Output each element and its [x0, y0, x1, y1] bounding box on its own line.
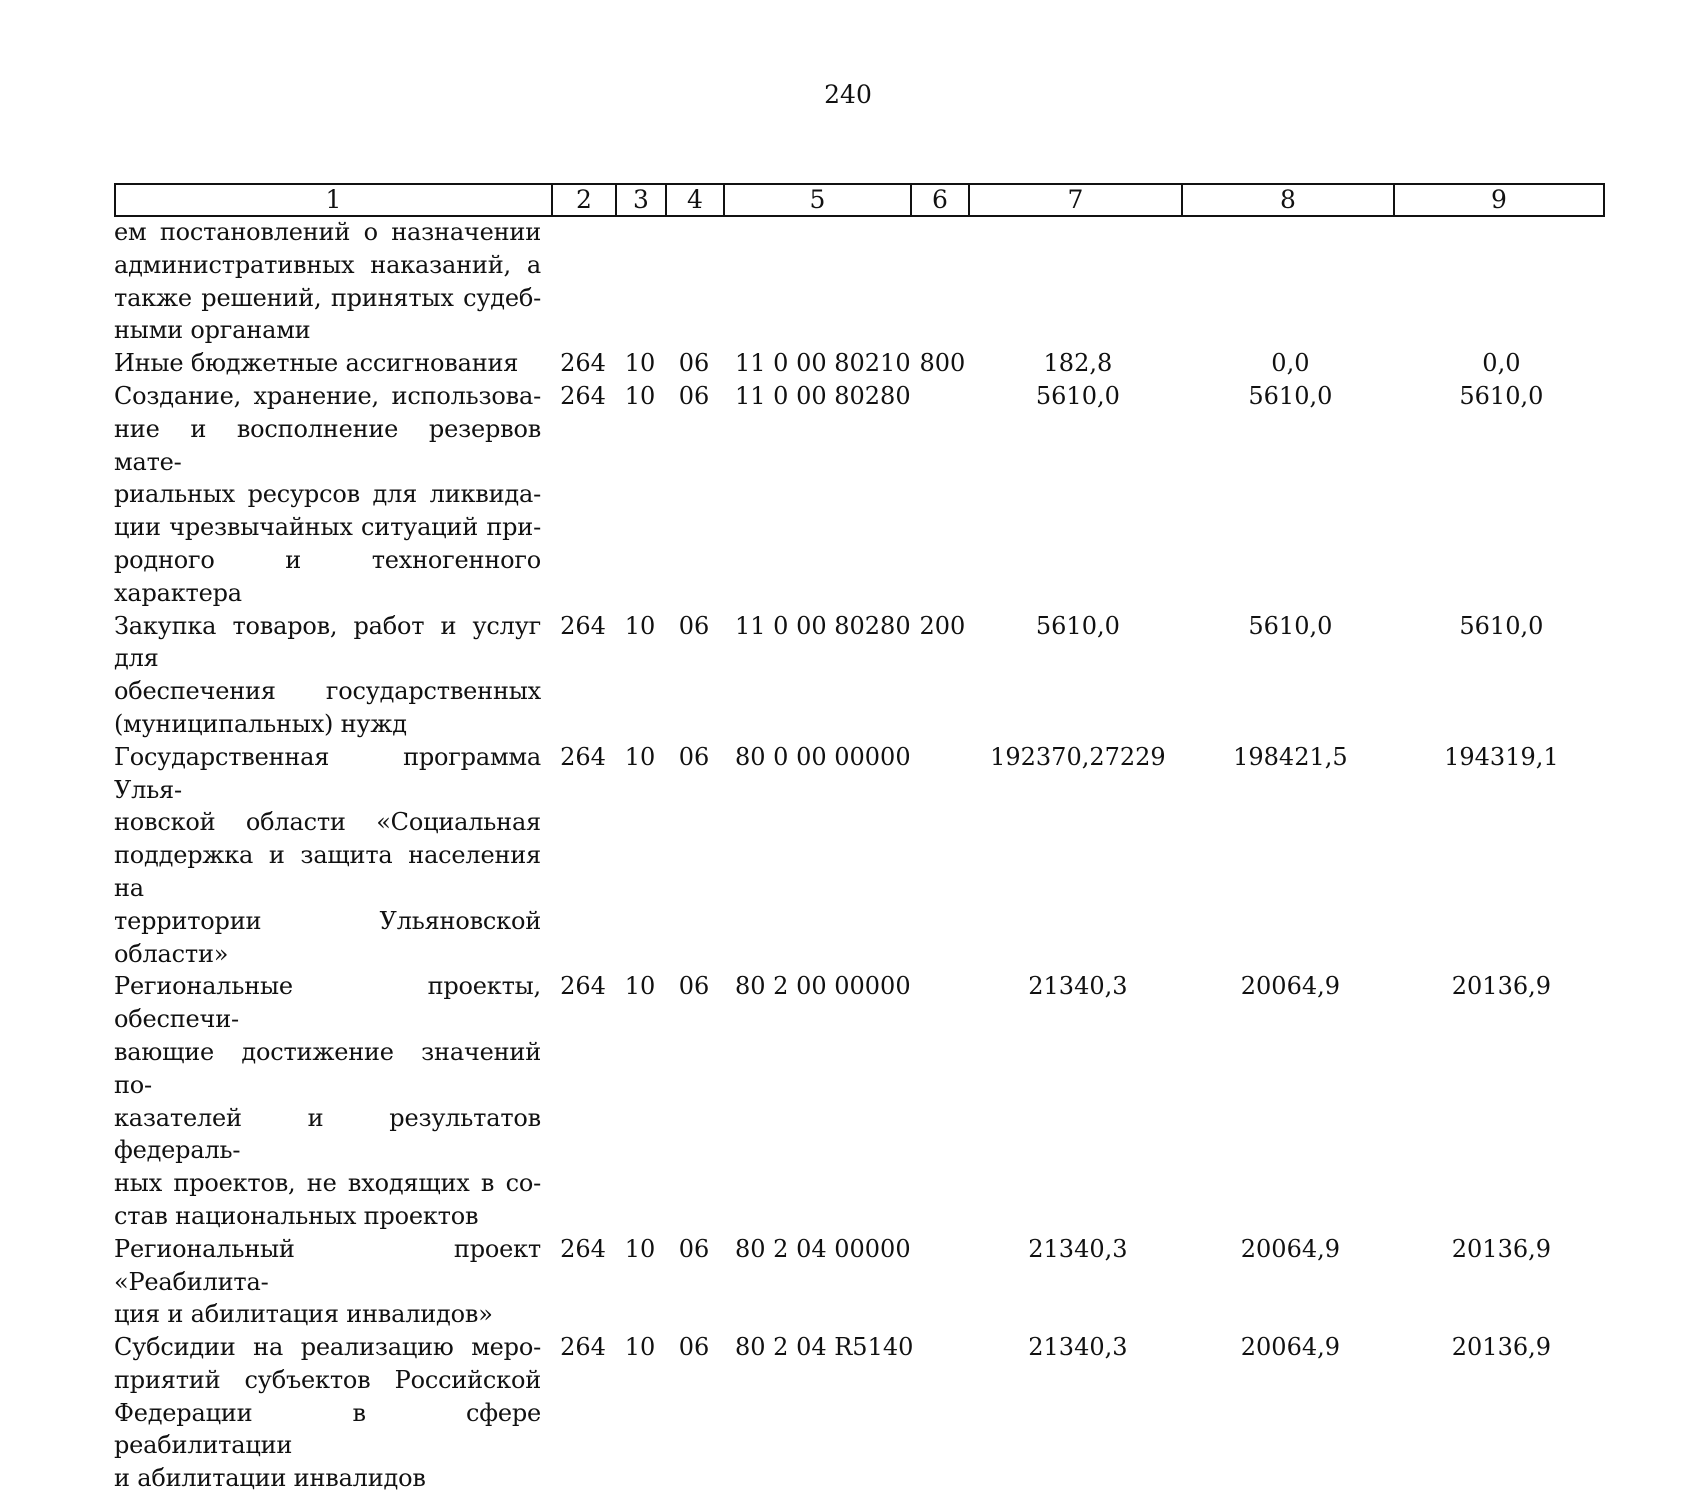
description-line: (муниципальных) нужд: [114, 709, 407, 738]
cell-section-code: 10: [624, 1234, 656, 1263]
cell-amount-year-2: 5610,0: [1248, 611, 1333, 640]
cell-subsection-code: 06: [678, 381, 710, 410]
cell-target-article: 11 0 00 80280: [735, 611, 911, 640]
cell-target-article: 80 2 00 00000: [735, 972, 911, 1001]
cell-expense-type: [913, 1331, 971, 1495]
description-line: казателей и результатов федераль-: [114, 1103, 541, 1165]
cell-section-code: 10: [624, 972, 656, 1001]
cell-expense-type: 800: [919, 349, 966, 378]
cell-amount-year-3: 0,0: [1482, 349, 1521, 378]
cell-ministry-code: 264: [560, 349, 606, 378]
cell-ministry-code: 264: [560, 381, 606, 410]
table-row: [114, 970, 1606, 1232]
cell-ministry-code: 264: [560, 972, 606, 1001]
cell-amount-year-3: [1396, 216, 1606, 347]
column-header: 3: [616, 184, 666, 216]
description-line: ция и абилитация инвалидов»: [114, 1300, 493, 1329]
cell-subsection-code: 06: [678, 1333, 710, 1362]
cell-amount-year-1: 5610,0: [1035, 611, 1120, 640]
cell-description: [114, 1331, 551, 1495]
description-line: приятий субъектов Российской: [114, 1365, 541, 1394]
description-line: ными органами: [114, 316, 311, 345]
cell-target-article: 11 0 00 80280: [735, 381, 911, 410]
cell-amount-year-2: 20064,9: [1240, 1234, 1341, 1263]
column-header: 1: [115, 184, 552, 216]
cell-ministry-code: 264: [560, 611, 606, 640]
column-header: 7: [969, 184, 1182, 216]
cell-target-article: 80 2 04 00000: [735, 1234, 911, 1263]
description-line: Государственная программа Улья-: [114, 742, 541, 804]
cell-amount-year-3: 5610,0: [1459, 611, 1544, 640]
cell-amount-year-1: [971, 216, 1184, 347]
cell-description: [114, 380, 551, 610]
cell-section-code: 10: [624, 1333, 656, 1362]
table-row: [114, 380, 1606, 610]
cell-amount-year-1: 182,8: [1043, 349, 1113, 378]
column-header: 2: [552, 184, 616, 216]
description-line: Создание, хранение, использова-: [114, 381, 541, 410]
cell-target-article: 80 0 00 00000: [735, 742, 911, 771]
cell-amount-year-1: 5610,0: [1035, 381, 1120, 410]
description-line: ем постановлений о назначении: [114, 218, 541, 246]
table-row: [114, 1331, 1606, 1495]
column-header: 9: [1394, 184, 1604, 216]
description-line: вающие достижение значений по-: [114, 1037, 541, 1099]
table-row: [114, 1233, 1606, 1331]
description-line: риальных ресурсов для ликвида-: [114, 480, 541, 509]
cell-subsection-code: [665, 216, 723, 347]
cell-ministry-code: 264: [560, 1333, 606, 1362]
cell-subsection-code: 06: [678, 972, 710, 1001]
cell-expense-type: [913, 380, 971, 610]
description-line: и абилитации инвалидов: [114, 1464, 426, 1493]
description-line: территории Ульяновской области»: [114, 906, 541, 968]
cell-ministry-code: 264: [560, 742, 606, 771]
cell-ministry-code: 264: [560, 1234, 606, 1263]
cell-section-code: 10: [624, 742, 656, 771]
description-line: поддержка и защита населения на: [114, 841, 541, 902]
cell-target-article: 80 2 04 R5140: [735, 1333, 914, 1362]
cell-target-article: [723, 216, 913, 347]
cell-amount-year-2: [1184, 216, 1396, 347]
cell-section-code: 10: [624, 381, 656, 410]
cell-ministry-code: [551, 216, 615, 347]
cell-expense-type: [913, 1233, 971, 1331]
cell-description: [114, 216, 551, 347]
column-header-row: [115, 184, 1604, 216]
description-line: Региональные проекты, обеспечи-: [114, 972, 541, 1034]
cell-amount-year-2: 0,0: [1271, 349, 1310, 378]
cell-amount-year-1: 21340,3: [1028, 972, 1128, 1001]
cell-subsection-code: 06: [678, 611, 710, 640]
cell-amount-year-2: 20064,9: [1240, 972, 1341, 1001]
table-row: [114, 347, 1606, 380]
cell-section-code: 10: [624, 349, 656, 378]
cell-description: [114, 1233, 551, 1331]
description-line: ние и восполнение резервов мате-: [114, 414, 541, 476]
cell-description: [114, 610, 551, 741]
column-header: 8: [1182, 184, 1394, 216]
description-line: новской области «Социальная: [114, 808, 541, 837]
budget-table: [114, 216, 1606, 1495]
table-row: [114, 610, 1606, 741]
cell-amount-year-1: 21340,3: [1028, 1234, 1128, 1263]
cell-amount-year-3: 5610,0: [1459, 381, 1544, 410]
column-header: 6: [911, 184, 969, 216]
description-line: административных наказаний, а: [114, 250, 541, 279]
cell-section-code: [615, 216, 665, 347]
cell-subsection-code: 06: [678, 349, 710, 378]
cell-expense-type: [913, 741, 971, 971]
cell-amount-year-1: 192370,27229: [990, 742, 1166, 771]
description-line: Субсидии на реализацию меро-: [114, 1333, 541, 1362]
description-line: обеспечения государственных: [114, 677, 541, 706]
description-line: родного и техногенного характера: [114, 545, 541, 607]
cell-description: [114, 970, 551, 1232]
table-body: [114, 216, 1606, 1495]
column-header: 5: [724, 184, 911, 216]
cell-section-code: 10: [624, 611, 656, 640]
description-line: ции чрезвычайных ситуаций при-: [114, 513, 541, 542]
cell-expense-type: [913, 216, 971, 347]
cell-amount-year-3: 194319,1: [1444, 742, 1559, 771]
cell-description: [114, 347, 551, 380]
page-number: 240: [824, 80, 872, 109]
description-line: Федерации в сфере реабилитации: [114, 1398, 541, 1460]
description-line: также решений, принятых судеб-: [114, 283, 541, 312]
description-line: став национальных проектов: [114, 1201, 479, 1230]
cell-description: [114, 741, 551, 971]
description-line: Региональный проект «Реабилита-: [114, 1234, 541, 1296]
column-header-table: [114, 183, 1605, 217]
description-line: Иные бюджетные ассигнования: [114, 349, 519, 378]
cell-amount-year-3: 20136,9: [1451, 1333, 1552, 1362]
cell-amount-year-2: 198421,5: [1233, 742, 1348, 771]
cell-amount-year-1: 21340,3: [1028, 1333, 1128, 1362]
table-row: [114, 741, 1606, 971]
cell-amount-year-2: 20064,9: [1240, 1333, 1341, 1362]
cell-expense-type: 200: [919, 611, 966, 640]
description-line: ных проектов, не входящих в со-: [114, 1169, 541, 1198]
cell-subsection-code: 06: [678, 742, 710, 771]
cell-target-article: 11 0 00 80210: [735, 349, 911, 378]
cell-amount-year-3: 20136,9: [1451, 1234, 1552, 1263]
description-line: Закупка товаров, работ и услуг для: [114, 611, 541, 673]
cell-subsection-code: 06: [678, 1234, 710, 1263]
table-row: [114, 216, 1606, 347]
cell-amount-year-3: 20136,9: [1451, 972, 1552, 1001]
cell-expense-type: [913, 970, 971, 1232]
column-header: 4: [666, 184, 724, 216]
cell-amount-year-2: 5610,0: [1248, 381, 1333, 410]
